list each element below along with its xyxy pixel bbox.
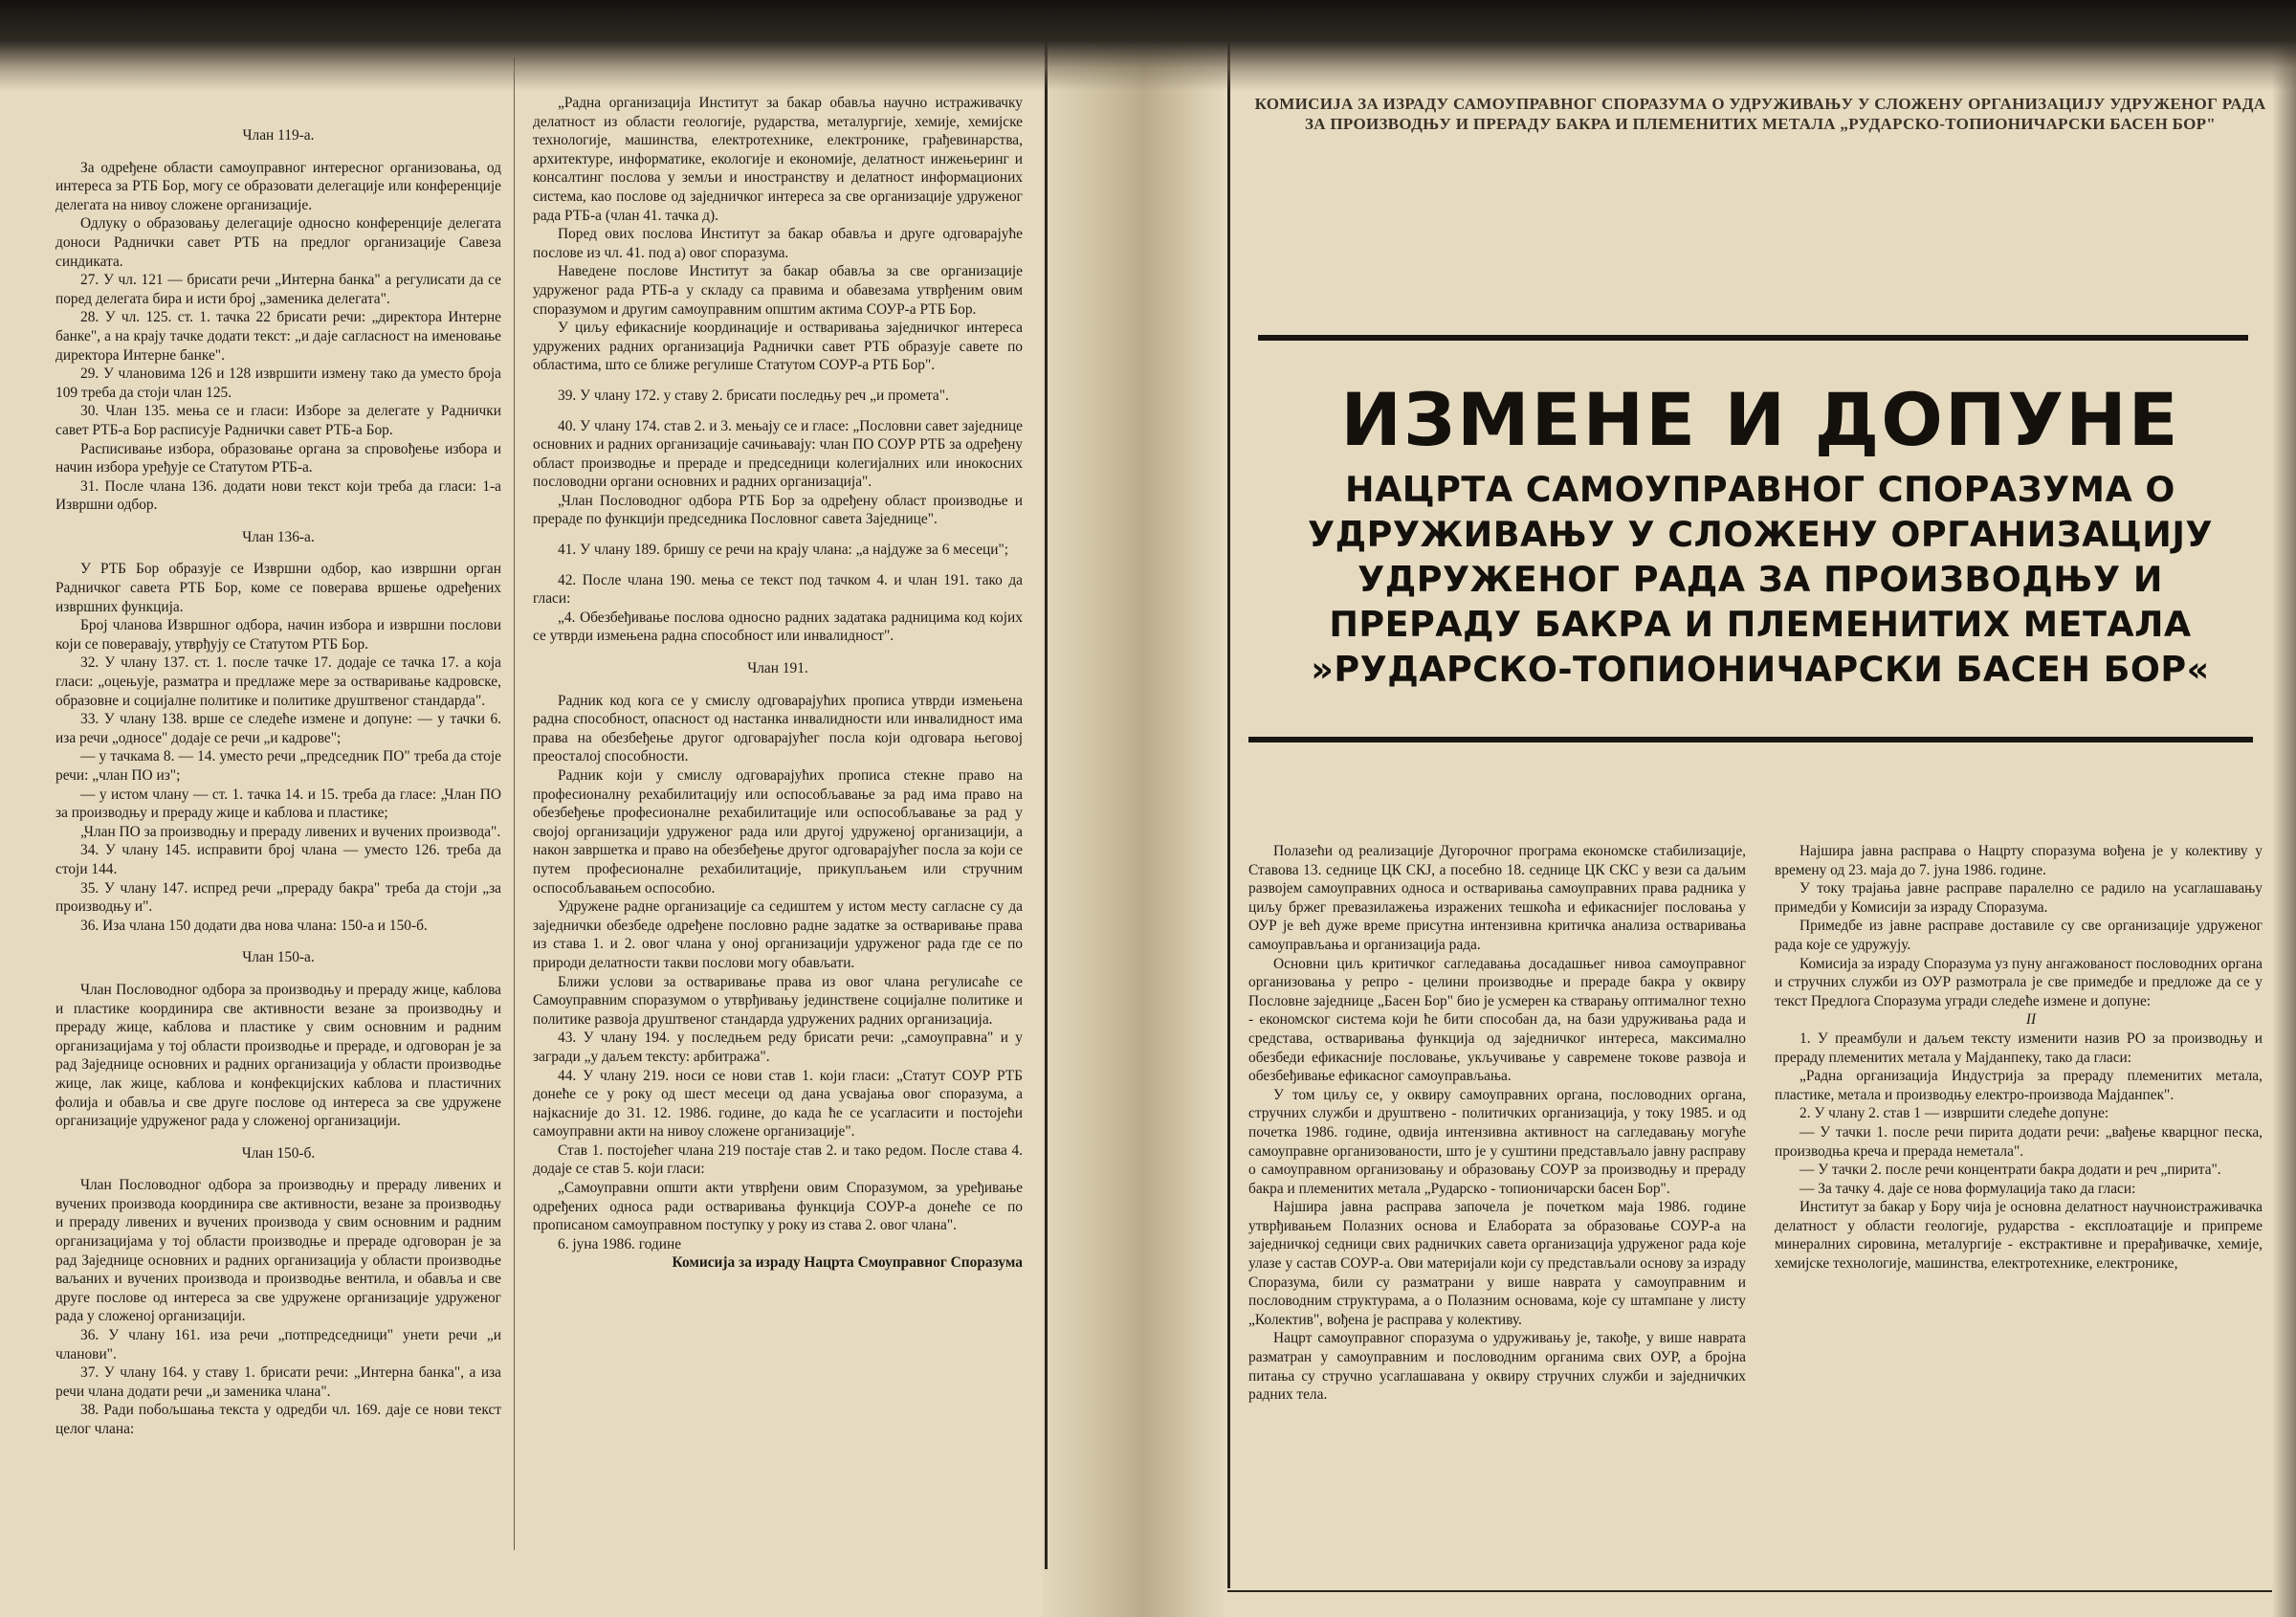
paragraph: 38. Ради побољшања текста у одредби чл. 169. даје се нови текст целог члана:: [55, 1402, 501, 1437]
paragraph: Број чланова Извршног одбора, начин избора и извршни послови који се поверавају, утврђују се Статутом РТБ Бор.: [55, 617, 501, 653]
paragraph: Примедбе из јавне расправе доставиле су све организације удруженог рада које се удружују.: [1775, 918, 2263, 953]
paragraph: Радник који у смислу одговарајућих прописа стекне право на професионалну рехабилитацију или оспособљавање за рад има право на обезбеђење професионалне рехабилитације или оспособљавање за рад у својој организацији удруженог рада или другој удруженој организацији, а након завршетка и право на обезбеђење другог одговарајућег посла за који се путем професионалне рехабилитације, прикупљањем или стручним оспособљавањем оспособио.: [533, 767, 1023, 897]
scan-top-shadow: [0, 0, 2296, 91]
paragraph: 37. У члану 164. у ставу 1. брисати речи: „Интерна банка", а иза речи члана додати речи „и заменика члана".: [55, 1364, 501, 1400]
paragraph: 42. После члана 190. мења се текст под тачком 4. и члан 191. тако да гласи:: [533, 571, 1023, 608]
paragraph: „Члан Пословодног одбора РТБ Бор за одређену област производње и прераде по функцији председника Пословног савета Заједнице".: [533, 492, 1023, 528]
headline-subtitle: [1244, 467, 2277, 692]
article-heading: Члан 119-а.: [242, 127, 315, 144]
paragraph: Комисија за израду Споразума уз пуну ангажованост пословодних органа и стручних служби из ОУР размотрала је све примедбе и предложе да се у текст Предлога Споразума угради следеће измене и допуне:: [1775, 955, 2263, 1009]
paragraph: Удружене радне организације са седиштем у истом месту сагласне су да заједнички обезбеде одређене пословно радне задатке за остваривање права из става 1. и 2. овог члана у оној организацији удруженог рада где се по природи делатности такви послови могу обављати.: [533, 898, 1023, 971]
paragraph: Члан Пословодног одбора за производњу и прераду жице, каблова и пластике координира све активности везане за производњу и прераду жице, каблова и пластике у свим основним и радним организацијама у тој области производње и прераде, и одговоран је за рад Заједнице основних и радних организација у области производње жице, лак жице, каблова и конфекцијских каблова и пластичних фолија и обавља и све друге послове од интереса за све удружене организације удруженог рада у сложеној организацији.: [55, 981, 501, 1130]
paragraph: 39. У члану 172. у ставу 2. брисати последњу реч „и промета".: [558, 387, 949, 404]
paragraph: У РТБ Бор образује се Извршни одбор, као извршни орган Радничког савета РТБ Бор, коме се поверава вршење одређених извршних функција.: [55, 561, 501, 615]
left-page-column-1: [55, 113, 501, 1558]
paragraph: 44. У члану 219. носи се нови став 1. који гласи: „Статут СОУР РТБ донеће се у року од шест месеци од дана усвајања овог споразума, а најкасније до 31. 12. 1986. године, до када ће се усагласити и постојећи самоуправни акти на нивоу сложене организације".: [533, 1067, 1023, 1141]
subtitle-line: УДРУЖИВАЊУ У СЛОЖЕНУ ОРГАНИЗАЦИЈУ: [1307, 514, 2214, 555]
paragraph: Расписивање избора, образовање органа за спровођење избора и начин избора уређује се Статутом РТБ-а.: [55, 440, 501, 476]
right-edge-shadow: [2272, 0, 2296, 1617]
paragraph: Нацрт самоуправног споразума о удруживању је, такође, у више наврата разматран у самоуправним и пословодним органима свих ОУР, а бројна питања су стручно усаглашавана у оквиру стручних служби и заједничких радних тела.: [1248, 1330, 1746, 1404]
right-page-column-2: [1775, 842, 2263, 1579]
paragraph: 28. У чл. 125. ст. 1. тачка 22 брисати речи: „директора Интерне банке", а на крају тачке додати текст: „и даје сагласност на именовање директора Интерне банке".: [55, 309, 501, 364]
paragraph-gap: [533, 560, 1023, 571]
paragraph: 43. У члану 194. у последњем реду брисати речи: „самоуправна" и у загради „у даљем тексту: арбитража".: [533, 1030, 1023, 1065]
paragraph-gap: [533, 529, 1023, 541]
paragraph: 33. У члану 138. врше се следеће измене и допуне: — у тачки 6. иза речи „односе" додаје се речи „и кадрове";: [55, 711, 501, 746]
paragraph: — у тачкама 8. — 14. уместо речи „председник ПО" треба да стоје речи: „члан ПО из";: [55, 748, 501, 784]
paragraph: Основни циљ критичког сагледавања досадашњег нивоа самоуправног организовања у репро - целини производње и прераде бакра у оквиру Пословне заједнице „Басен Бор" био је усмерен ка стварању оптималног техно - економског система који ће бити способан да, на бази удруживања рада и средстава, остваривања функција од заједничког интереса, максимално обезбеди ефикасније пословање, укључивање у савремене токове развоја и обезбеђивање ефикасног самоуправљања.: [1248, 955, 1746, 1085]
paragraph: 40. У члану 174. став 2. и 3. мењају се и гласе: „Пословни савет заједнице основних и радних организације сачињавају: члан ПО СОУР РТБ за одређену област производње и прераде и председници колегијалних или инокосних пословодни органи основних и радних организација".: [533, 417, 1023, 491]
paragraph: Одлуку о образовању делегације односно конференције делегата доноси Раднички савет РТБ на предлог организације Савеза синдиката.: [55, 215, 501, 270]
right-page-edge-rule: [1227, 38, 1230, 1588]
paragraph: „Члан ПО за производњу и прераду ливених и вучених производа".: [80, 823, 501, 840]
paragraph: „Радна организација Институт за бакар обавља научно истраживачку делатност из области геологије, рударства, металургије, хемије, хемијске технологије, машинства, електротехнике, електронике, грађевинарства, архитектуре, информатике, екологије и економије, делатност инжењеринг и консалтинг послова у земљи и иностранству и делатност информационих система, као послове од заједничког интереса за све организације удруженог рада РТБ-а (члан 41. тачка д).: [533, 95, 1023, 224]
paragraph-gap: [533, 406, 1023, 417]
paragraph: Институт за бакар у Бору чија је основна делатност научноистраживачка делатност у области геологије, рударства - експлоатације и припреме минералних сировина, металургије - екстрактивне и прерађивачке, хемије, хемијске технологије, машинства, електротехнике, електронике,: [1775, 1199, 2263, 1273]
paragraph: 2. У члану 2. став 1 — извршити следеће допуне:: [1799, 1105, 2109, 1122]
paragraph: 31. После члана 136. додати нови текст који треба да гласи: 1-а Извршни одбор.: [55, 477, 501, 514]
article-heading: Члан 191.: [747, 660, 808, 677]
article-heading: Члан 150-а.: [242, 949, 315, 966]
paragraph: Радник код кога се у смислу одговарајућих прописа утврди измењена радна способност, опасност од настанка инвалидности или инвалидност има права на обезбеђење другог одговарајућег посла који одговара његовој преосталој способности.: [533, 692, 1023, 765]
paragraph: У циљу ефикасније координације и остваривања заједничког интереса удружених радних организација Раднички савет РТБ образује савете по областима, што се ближе регулише Статутом СОУР-а РТБ Бор".: [533, 320, 1023, 374]
paragraph-gap: [533, 375, 1023, 387]
subtitle-line: ПРЕРАДУ БАКРА И ПЛЕМЕНИТИХ МЕТАЛА: [1329, 604, 2192, 645]
paragraph: Најшира јавна расправа започела је почетком маја 1986. године утврђивањем Полазних основа и Елабората за образовање СОУР-а на заједничкој седници свих радничких савета организација удруженог рада које улазе у састав СОУР-а. Ови материјали који су представљали основу за израду Споразума, били су разматрани у више наврата у самоуправним и пословодним структурама, а о Полазним основама, које су штампане у листу „Колектив", вођена је расправа у колективу.: [1248, 1199, 1746, 1328]
paragraph: Став 1. постојећег члана 219 постаје став 2. и тако редом. После става 4. додаје се став 5. који гласи:: [533, 1141, 1023, 1178]
paragraph: 34. У члану 145. исправити број члана — уместо 126. треба да стоји 144.: [55, 842, 501, 877]
left-column-divider: [514, 57, 515, 1550]
paragraph: Најшира јавна расправа о Нацрту споразума вођена је у колективу у времену од 23. маја до 7. јуна 1986. године.: [1775, 843, 2263, 878]
paragraph: Полазећи од реализације Дугорочног програма економске стабилизације, Ставова 13. седнице ЦК СКЈ, а посебно 18. седнице ЦК СКС у вези са даљим развојем самоуправних односа и остваривања самоуправних права радника у циљу бржег превазилажења изражених тешкоћа и ефикаснијег пословања у ОУР је већ дуже време присутна интензивна критичка анализа остваривања самоуправљања и организација рада.: [1248, 843, 1746, 953]
paragraph: — у истом члану — ст. 1. тачка 14. и 15. треба да гласе: „Члан ПО за производњу и прераду жице и каблова и пластике;: [55, 786, 501, 822]
subtitle-line: НАЦРТА САМОУПРАВНОГ СПОРАЗУМА О: [1345, 469, 2175, 510]
right-page-column-1: [1248, 842, 1746, 1579]
headline-title: ИЗМЕНЕ И ДОПУНЕ: [1340, 377, 2180, 462]
paragraph: Члан Пословодног одбора за производњу и прераду ливених и вучених производа координира све активности, везане за производњу и прераду ливених и вучених производа у свим основним и радним организацијама у тој области производње и прераде одговоран је за рад Заједнице основних и радних организација у области производње ваљаних и вучених производа и производње вентила, и обавља и све друге послове од интереса за све удружене организације удруженог рада у сложеној организацији.: [55, 1177, 501, 1325]
page-gutter: [1043, 0, 1226, 1617]
article-heading: Члан 136-а.: [242, 528, 315, 545]
paragraph: „Самоуправни општи акти утврђени овим Споразумом, за уређивање одређених односа ради остваривања функција СОУР-а донеће се по прописаном самоуправном поступку у року из става 2. овог члана".: [533, 1180, 1023, 1234]
title-rule-top: [1258, 335, 2248, 341]
paragraph: 29. У члановима 126 и 128 извршити измену тако да уместо броја 109 треба да стоји члан 125.: [55, 365, 501, 401]
paragraph: 35. У члану 147. испред речи „прераду бакра" треба да стоји „за производњу и".: [55, 879, 501, 916]
article-heading: Члан 150-б.: [241, 1144, 316, 1162]
commission-header: КОМИСИЈА ЗА ИЗРАДУ САМОУПРАВНОГ СПОРАЗУМА О УДРУЖИВАЊУ У СЛОЖЕНУ ОРГАНИЗАЦИЈУ УДРУЖЕНОГ РАДА ЗА ПРОИЗВОДЊУ И ПРЕРАДУ БАКРА И ПЛЕМЕНИТИХ МЕТАЛА „РУДАРСКО-ТОПИОНИЧАРСКИ БАСЕН БОР": [1254, 95, 2266, 133]
paragraph: 1. У преамбули и даљем тексту изменити назив РО за производњу и прераду племенитих метала у Мајданпеку, тако да гласи:: [1775, 1030, 2263, 1066]
paragraph: 6. јуна 1986. године: [558, 1235, 682, 1252]
commission-signature: Комисија за израду Нацрта Смоуправног Споразума: [672, 1254, 1023, 1272]
paragraph: 36. Иза члана 150 додати два нова члана: 150-а и 150-б.: [80, 917, 428, 934]
paragraph: 30. Члан 135. мења се и гласи: Изборе за делегате у Раднички савет РТБ-а Бор расписује Раднички савет РТБ-а Бор.: [55, 403, 501, 438]
paragraph: 32. У члану 137. ст. 1. после тачке 17. додаје се тачка 17. а која гласи: „оцењује, разматра и предлаже мере за остваривање кадровске, образовне и социјалне политике и политике друштвеног стандарда".: [55, 654, 501, 709]
paragraph: — За тачку 4. даје се нова формулација тако да гласи:: [1799, 1180, 2136, 1197]
paragraph: 41. У члану 189. бришу се речи на крају члана: „а најдуже за 6 месеци";: [558, 542, 1009, 559]
section-numeral: II: [2025, 1011, 2037, 1029]
paragraph: У том циљу се, у оквиру самоуправних органа, пословодних органа, стручних служби и друштвено - политичких организација, у току 1985. и од почетка 1986. године, одвија интензивна активност на сагледавању могуће самоуправне организованости, што је у суштини представљало јавну расправу о самоуправном организовању и образовању СОУР за производњу и прераду бакра и племенитих метала „Рударско - топионичарски басен Бор".: [1248, 1086, 1746, 1197]
subtitle-line: »РУДАРСКО-ТОПИОНИЧАРСКИ БАСЕН БОР«: [1311, 649, 2210, 690]
paragraph: Поред ових послова Институт за бакар обавља и друге одговарајуће послове из чл. 41. под а) овог споразума.: [533, 226, 1023, 261]
paragraph: 27. У чл. 121 — брисати речи „Интерна банка" а регулисати да се поред делегата бира и исти број „заменика делегата".: [55, 272, 501, 307]
title-rule-bottom: [1248, 737, 2253, 742]
paragraph: — У тачки 1. после речи пирита додати речи: „вађење кварцног песка, производња креча и прерада неметала".: [1775, 1123, 2263, 1160]
paragraph: „Радна организација Индустрија за прераду племенитих метала, пластике, метала и производњу електро-производа Мајданпек".: [1775, 1068, 2263, 1103]
paragraph: Наведене послове Институт за бакар обавља за све организације удруженог рада РТБ-а у складу са правима и обавезама утврђеним овим споразумом и другим самоуправним општим актима СОУР-а РТБ Бор.: [533, 263, 1023, 318]
paragraph: — У тачки 2. после речи концентрати бакра додати и реч „пирита".: [1799, 1162, 2221, 1179]
paragraph: Ближи услови за остваривање права из овог члана регулисаће се Самоуправним споразумом о утврђивању јединствене социјалне политике и политике развоја друштвеног стандарда удружених радних организација.: [533, 973, 1023, 1028]
left-page-column-2: [533, 94, 1023, 1548]
paragraph: У току трајања јавне расправе паралелно се радило на усаглашавању примедби у Комисији за израду Споразума.: [1775, 880, 2263, 916]
paragraph: За одређене области самоуправног интересног организовања, од интереса за РТБ Бор, могу се образовати делегације или конференције делегата на нивоу сложене организације.: [55, 159, 501, 213]
paragraph: 36. У члану 161. иза речи „потпредседници" унети речи „и чланови".: [55, 1327, 501, 1362]
right-page-bottom-rule: [1227, 1590, 2272, 1592]
subtitle-line: УДРУЖЕНОГ РАДА ЗА ПРОИЗВОДЊУ И: [1358, 559, 2163, 600]
left-page-edge-rule: [1045, 38, 1048, 1569]
paragraph: „4. Обезбеђивање послова односно радних задатака радницима код којих се утврди измењена радна способност или инвалидност".: [533, 609, 1023, 645]
